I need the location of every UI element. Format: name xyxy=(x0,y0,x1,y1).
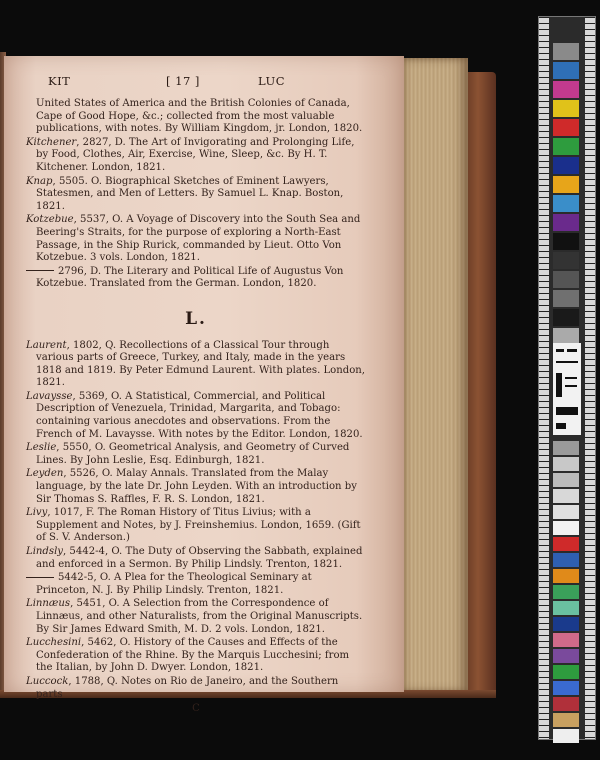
page-text xyxy=(26,98,366,716)
running-head-right: LUC xyxy=(258,74,285,88)
catalog-entry xyxy=(26,214,366,264)
color-swatch xyxy=(553,713,579,727)
page-number: [ 17 ] xyxy=(166,74,200,88)
entry-author: Lindsly xyxy=(26,546,64,557)
entry-text: 2796, D. The Literary and Political Life of Augustus Von Kotzebue. Translated from the German. London, 1820. xyxy=(36,265,344,290)
catalog-entry xyxy=(26,340,366,390)
book-cover-board xyxy=(466,72,496,696)
color-swatch xyxy=(553,309,579,326)
color-swatch xyxy=(553,119,579,136)
color-swatch xyxy=(553,697,579,711)
entry-text: , 5505. O. Biographical Sketches of Eminent Lawyers, Statesmen, and Men of Letters. By Samuel L. Knap. Boston, 1821. xyxy=(36,175,344,212)
catalog-entry xyxy=(26,176,366,214)
entry-author: Laurent xyxy=(26,339,67,351)
entry-text: , 1802, Q. Recollections of a Classical Tour through various parts of Greece, Turkey, and Italy, made in the years 1818 and 1819. By Peter Edmund Laurent. With plates. London, 1821. xyxy=(36,339,366,389)
entry-text: , 2827, D. The Art of Invigorating and Prolonging Life, by Food, Clothes, Air, Exercise, Wine, Sleep, &c. By H. T. Kitchener. London, 1821. xyxy=(36,136,355,173)
color-swatch xyxy=(553,729,579,743)
color-swatch xyxy=(553,537,579,551)
entry-text: , 5537, O. A Voyage of Discovery into the South Sea and Beering's Straits, for the purpose of exploring a North-East Passage, in the Ship Rurick, commanded by Lieut. Otto Von Kotzebue. 3 vols. London, 1821. xyxy=(36,214,361,264)
color-swatch xyxy=(553,43,579,60)
color-swatch xyxy=(553,633,579,647)
entry-text: , 1788, Q. Notes on Rio de Janeiro, and the Southern parts xyxy=(36,675,339,700)
color-swatch xyxy=(553,157,579,174)
color-swatch xyxy=(553,214,579,231)
color-swatch xyxy=(553,489,579,503)
color-swatch xyxy=(553,252,579,269)
color-swatch xyxy=(553,138,579,155)
entry-text: , 5526, O. Malay Annals. Translated from the Malay language, by the late Dr. John Leyden. With an introduction by Sir Thomas S. Raffles, F. R. S. London, 1821. xyxy=(36,468,357,505)
catalog-entry xyxy=(26,98,366,136)
entry-author: Kotzebue xyxy=(26,214,74,226)
ruler-scale-right xyxy=(585,17,595,739)
entry-author: Linnæus xyxy=(26,598,71,610)
entry-text: , 5462, O. History of the Causes and Effects of the Confederation of the Rhine. By the Marquis Lucchesini; from the Italian, by John D. Dwyer. London, 1821. xyxy=(36,637,350,674)
entries-after xyxy=(26,340,366,702)
catalog-entry xyxy=(26,266,366,291)
color-swatch xyxy=(553,601,579,615)
color-swatch xyxy=(553,290,579,307)
color-swatch xyxy=(553,195,579,212)
signature-mark: C xyxy=(192,703,200,715)
catalog-entry xyxy=(26,676,366,701)
running-head-left: KIT xyxy=(48,74,71,88)
entry-author: Leyden xyxy=(26,468,64,480)
entry-text: , 5442-4, O. The Duty of Observing the Sabbath, explained and enforced in a Sermon. By Philip Lindsly. Trenton, 1821. xyxy=(36,546,363,570)
color-swatch xyxy=(553,271,579,288)
ruler-scale-left xyxy=(539,17,549,739)
color-swatch xyxy=(553,473,579,487)
color-swatch xyxy=(553,233,579,250)
catalog-entry xyxy=(26,507,366,545)
entry-author: Luccock xyxy=(26,675,69,687)
ditto-dash xyxy=(26,577,54,578)
color-swatch xyxy=(553,81,579,98)
color-swatch xyxy=(553,585,579,599)
entry-author: Lavaysse xyxy=(26,390,73,402)
entry-author: Knap xyxy=(26,175,53,187)
catalog-entry xyxy=(26,442,366,467)
catalog-entry xyxy=(26,572,366,597)
catalog-entry xyxy=(26,546,366,571)
color-swatch xyxy=(553,617,579,631)
color-checker-strip xyxy=(538,16,596,740)
ditto-dash xyxy=(26,270,54,271)
entry-text: United States of America and the British Colonies of Canada, Cape of Good Hope, &c.; collected from the most valuable publications, with notes. By William Kingdom, jr. London, 1820. xyxy=(36,98,363,135)
entry-author: Livy xyxy=(26,507,48,519)
catalog-entry xyxy=(26,598,366,636)
book-page xyxy=(4,56,404,715)
entry-text: 5442-5, O. A Plea for the Theological Seminary at Princeton, N. J. By Philip Lindsly. Trenton, 1821. xyxy=(36,572,312,596)
entry-text: , 5451, O. A Selection from the Correspondence of Linnæus, and other Naturalists, from the Original Manuscripts. By Sir James Edward Smith, M. D. 2 vols. London, 1821. xyxy=(36,598,363,635)
color-swatch xyxy=(553,62,579,79)
catalog-entry xyxy=(26,637,366,675)
color-swatch xyxy=(553,681,579,695)
color-swatch xyxy=(553,553,579,567)
entry-author: Kitchener xyxy=(26,136,77,148)
entry-author: Leslie xyxy=(26,442,57,454)
color-swatch xyxy=(553,441,579,455)
color-swatch xyxy=(553,457,579,471)
color-swatch xyxy=(553,665,579,679)
entry-author: Lucchesini xyxy=(26,637,82,649)
entries-before xyxy=(26,98,366,291)
color-swatch xyxy=(553,649,579,663)
color-swatch xyxy=(553,100,579,117)
catalog-entry xyxy=(26,391,366,441)
entry-text: , 5369, O. A Statistical, Commercial, and Political Description of Venezuela, Trinidad, Margarita, and Tobago: containing various anecdotes and observations. From the French of M. Lavaysse. With notes by the Editor. London, 1820. xyxy=(36,390,363,440)
catalog-entry xyxy=(26,468,366,506)
catalog-entry xyxy=(26,137,366,175)
running-head xyxy=(48,74,348,90)
entry-text: , 1017, F. The Roman History of Titus Livius; with a Supplement and Notes, by J. Freinshemius. London, 1659. (Gift of S. V. Anderson.) xyxy=(36,507,361,544)
color-swatch xyxy=(553,569,579,583)
entry-text: , 5550, O. Geometrical Analysis, and Geometry of Curved Lines. By John Leslie, Esq. Edinburgh, 1821. xyxy=(36,442,350,466)
color-swatch xyxy=(553,176,579,193)
section-heading: L. xyxy=(185,308,207,329)
color-swatch xyxy=(553,505,579,519)
color-swatch xyxy=(553,521,579,535)
target-label-card xyxy=(553,343,581,435)
page-fore-edge xyxy=(402,58,468,692)
